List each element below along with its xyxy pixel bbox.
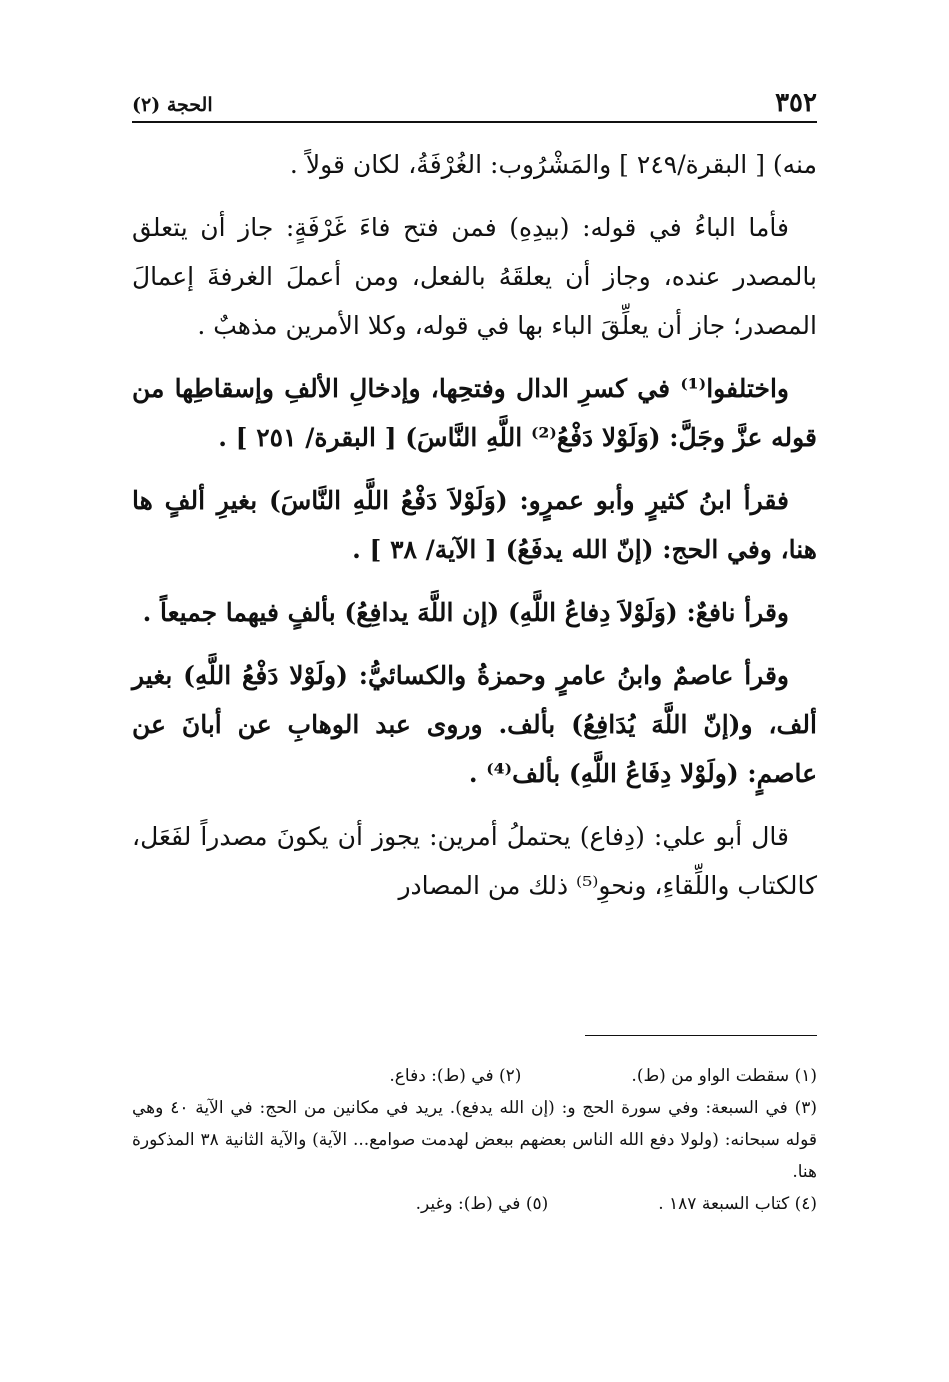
footnotes	[132, 1060, 817, 1220]
paragraph-7: قال أبو علي: (دِفاع) يحتملُ أمرين: يجوز أن يكونَ مصدراً لفَعَل، كالكتاب واللِّقاءِ، ونحوِ⁽⁵⁾ ذلك من المصادر	[132, 822, 817, 900]
main-text	[132, 140, 817, 924]
footnote-1: (١) سقطت الواو من (ط).	[631, 1066, 817, 1086]
paragraph-1: منه) [ البقرة/٢٤٩ ] والمَشْرُوب: الغُرْفَةُ، لكان قولاً .	[289, 150, 817, 179]
footnote-row	[132, 1188, 817, 1220]
running-title: الحجة (٢)	[132, 94, 213, 116]
page-header	[132, 78, 817, 118]
paragraph-4: فقرأ ابنُ كثيرٍ وأبو عمرٍو: (وَلَوْلاَ دَفْعُ اللَّهِ النَّاسَ) بغيرِ ألفٍ ها هنا، وفي الحج: (إنّ الله يدفَعُ) [ الآية/ ٣٨ ] .	[132, 486, 817, 564]
footnote-4: (٤) كتاب السبعة ١٨٧ .	[658, 1194, 817, 1214]
paragraph-6: وقرأ عاصمٌ وابنُ عامرٍ وحمزةُ والكسائيُّ: (ولَوْلا دَفْعُ اللَّهِ) بغير ألف، و(إنّ اللَّهَ يُدَافِعُ) بألف. وروى عبد الوهابِ عن أبانَ عن عاصمٍ: (ولَوْلا دِفَاعُ اللَّهِ) بألف⁽⁴⁾ .	[132, 661, 817, 788]
page-number: ٣٥٢	[775, 88, 817, 118]
paragraph-3: واختلفوا⁽¹⁾ في كسرِ الدال وفتحِها، وإدخالِ الألفِ وإسقاطِها من قوله عزَّ وجَلَّ: (وَلَوْلا دَفْعُ⁽²⁾ اللَّهِ النَّاسَ) [ البقرة/ ٢٥١ ] .	[132, 374, 817, 452]
paragraph-5: وقرأ نافعٌ: (وَلَوْلاَ دِفاعُ اللَّهِ) (إن اللَّهَ يدافِعُ) بألفٍ فيهما جميعاً .	[142, 598, 789, 627]
header-rule	[132, 121, 817, 123]
footnote-2: (٢) في (ط): دفاع.	[389, 1066, 522, 1086]
footnote-row	[132, 1060, 817, 1092]
paragraph-2: فأما الباءُ في قوله: (بيدِهِ) فمن فتح فاءَ غَرْفَةٍ: جاز أن يتعلق بالمصدر عنده، وجاز أن يعلقَهُ بالفعل، ومن أعملَ الغرفةَ إعمالَ المصدر؛ جاز أن يعلِّقَ الباء بها في قوله، وكلا الأمرين مذهبٌ .	[132, 213, 817, 340]
footnote-5: (٥) في (ط): وغير.	[415, 1194, 549, 1214]
footnote-separator	[585, 1035, 817, 1036]
footnote-3: (٣) في السبعة: وفي سورة الحج و: (إن الله يدفع). يريد في مكانين من الحج: في الآية ٤٠ وهي قوله سبحانه: (ولولا دفع الله الناس بعضهم ببعض لهدمت صوامع... الآية) والآية الثانية ٣٨ المذكورة هنا.	[132, 1098, 818, 1182]
